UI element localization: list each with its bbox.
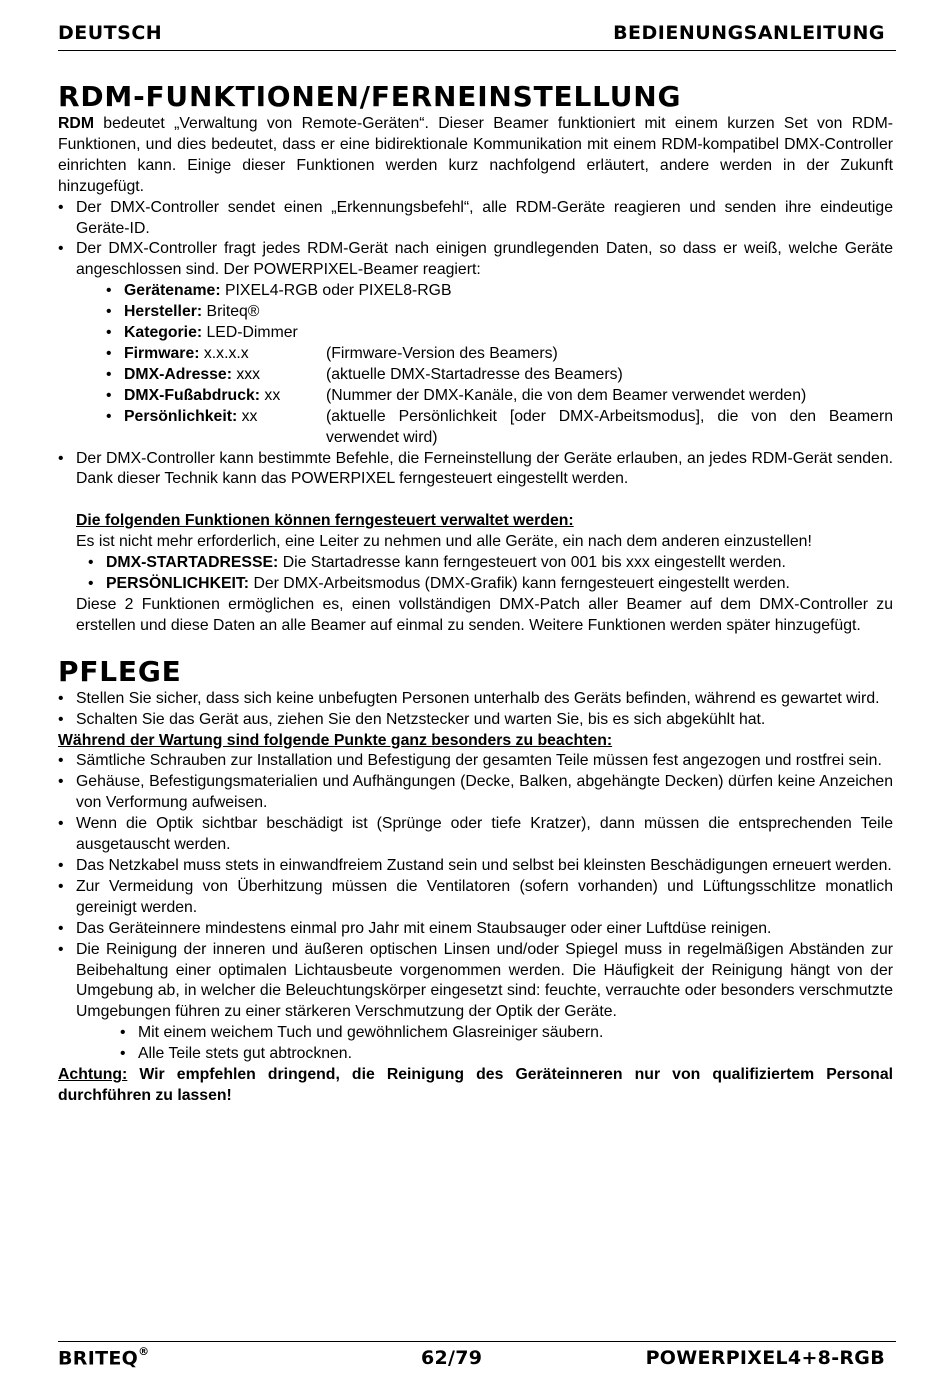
detail-label: Gerätename: [124,282,221,300]
spacer [58,637,893,655]
remote-function-label: DMX-STARTADRESSE: [106,554,279,572]
page-header [58,22,885,44]
maintenance-item: • Das Netzkabel muss stets in einwandfreiem Zustand sein und selbst bei kleinsten Beschädigungen erneuert werden. [58,856,893,877]
cleaning-list [120,1023,893,1065]
remote-functions-outro: Diese 2 Funktionen ermöglichen es, einen vollständigen DMX-Patch aller Beamer auf dem DMX-Controller zu erstellen und diese Daten an alle Beamer auf einmal zu senden. Weitere Funktionen werden später hinzugefügt. [76,595,893,634]
remote-function-item [88,574,893,595]
detail-value: xx [260,386,281,404]
remote-function-text: Der DMX-Arbeitsmodus (DMX-Grafik) kann ferngesteuert eingestellt werden. [249,575,790,593]
maintenance-list [58,751,893,1065]
cleaning-item: • Mit einem weichem Tuch und gewöhnlichem Glasreiniger säubern. [120,1023,893,1044]
detail-value: xx [237,407,258,425]
maintenance-item: • Das Geräteinnere mindestens einmal pro Jahr mit einem Staubsauger oder einer Luftdüse reinigen. [58,919,893,940]
rdm-section-title: RDM-FUNKTIONEN/FERNEINSTELLUNG [58,80,682,113]
spacer [58,490,893,511]
header-divider [58,50,896,51]
header-doc-type: BEDIENUNGSANLEITUNG [613,22,885,44]
maintenance-item: • Sämtliche Schrauben zur Installation und Befestigung der gesamten Teile müssen fest angezogen und rostfrei sein. [58,751,893,772]
rdm-detail-item [106,281,893,302]
remote-function-label: PERSÖNLICHKEIT: [106,575,250,593]
detail-label: DMX-Fußabdruck: [124,386,261,404]
care-bullet: • Schalten Sie das Gerät aus, ziehen Sie den Netzstecker und warten Sie, bis es sich abgekühlt hat. [58,710,893,731]
detail-label: Hersteller: [124,303,203,321]
maintenance-item: • Wenn die Optik sichtbar beschädigt ist (Sprünge oder tiefe Kratzer), dann müssen die entsprechenden Teile ausgetauscht werden. [58,814,893,856]
detail-note: (aktuelle DMX-Startadresse des Beamers) [326,365,623,383]
rdm-bullet-discovery: • Der DMX-Controller sendet einen „Erkennungsbefehl“, alle RDM-Geräte reagieren und senden ihre eindeutige Geräte-ID. [58,198,893,240]
rdm-detail-item [106,323,893,344]
maintenance-item: • Gehäuse, Befestigungsmaterialien und Aufhängungen (Decke, Balken, abgehängte Decken) dürfen keine Anzeichen von Verformung aufweisen. [58,772,893,814]
detail-label: DMX-Adresse: [124,365,232,383]
rdm-detail-item [106,302,893,323]
brand-name: BRITEQ [58,1347,139,1370]
care-bullet: • Stellen Sie sicher, dass sich keine unbefugten Personen unterhalb des Geräts befinden, während es gewartet wird. [58,689,893,710]
page-content [58,80,893,1107]
footer-brand [58,1347,149,1369]
remote-functions-intro: Es ist nicht mehr erforderlich, eine Leiter zu nehmen und alle Geräte, ein nach dem anderen einzustellen! [76,533,812,551]
detail-note: (aktuelle Persönlichkeit [oder DMX-Arbeitsmodus], die von den Beamern verwendet wird) [326,407,893,446]
maintenance-item-text: Die Reinigung der inneren und äußeren optischen Linsen und/oder Spiegel muss in regelmäßigen Abständen zur Beibehaltung einer optimalen Lichtausbeute vorgenommen werden. Die Häufigkeit der Reinigung hängt von der Umgebung ab, in welcher die Beleuchtungskörper eingesetzt sind: feuchte, verrauchte oder besonders verschmutzte Umgebungen führen zu einer stärkeren Verschmutzung der Optik der Geräte. [76,940,893,1021]
rdm-bullet-remote: • Der DMX-Controller kann bestimmte Befehle, die Ferneinstellung der Geräte erlauben, an jedes RDM-Gerät senden. Dank dieser Technik kann das POWERPIXEL ferngesteuert eingestellt werden. [58,449,893,491]
warning-note [58,1065,893,1107]
rdm-detail-item [106,344,893,365]
warning-label: Achtung: [58,1066,128,1084]
rdm-intro [58,114,893,198]
detail-value: LED-Dimmer [202,324,298,342]
detail-note: (Firmware-Version des Beamers) [326,344,558,362]
remote-functions-block [58,511,893,636]
registered-mark: ® [138,1345,150,1358]
detail-label: Persönlichkeit: [124,407,238,425]
maintenance-item [58,940,893,1065]
rdm-detail-item [106,386,893,407]
rdm-detail-item [106,365,893,386]
remote-function-item [88,553,893,574]
rdm-detail-list [106,281,893,448]
remote-function-text: Die Startadresse kann ferngesteuert von 001 bis xxx eingestellt werden. [278,554,786,572]
remote-functions-list [88,553,893,595]
rdm-intro-text: bedeutet „Verwaltung von Remote-Geräten“. Dieser Beamer funktioniert mit einem kurzen Set von RDM-Funktionen, und dies bedeutet, dass er eine bidirektionale Kommunikation mit einem RDM-kompatibel DMX-Controller einrichten kann. Einige dieser Funktionen werden kurz nachfolgend erläutert, andere werden in der Zukunft hinzugefügt. [58,115,893,195]
detail-label: Kategorie: [124,324,203,342]
detail-value: PIXEL4-RGB oder PIXEL8-RGB [220,282,452,300]
detail-value: xxx [231,365,261,383]
rdm-bullet-query-text: Der DMX-Controller fragt jedes RDM-Gerät nach einigen grundlegenden Daten, so dass er weiß, welche Geräte angeschlossen sind. Der POWERPIXEL-Beamer reagiert: [76,240,893,279]
remote-functions-heading: Die folgenden Funktionen können ferngesteuert verwaltet werden: [76,512,574,530]
page-number: 62/79 [421,1347,483,1369]
detail-label: Firmware: [124,344,200,362]
footer-divider [58,1341,896,1342]
rdm-bullet-list [58,198,893,491]
rdm-intro-term: RDM [58,115,94,132]
rdm-bullet-query [58,239,893,448]
detail-note: (Nummer der DMX-Kanäle, die von dem Beamer verwendet werden) [326,386,807,404]
rdm-detail-item [106,407,893,449]
detail-value: x.x.x.x [199,344,249,362]
care-bullet-list [58,689,893,731]
header-language: DEUTSCH [58,22,163,44]
footer-model: POWERPIXEL4+8-RGB [645,1347,885,1369]
care-section-title: PFLEGE [58,654,182,688]
warning-text: Wir empfehlen dringend, die Reinigung des Geräteinneren nur von qualifiziertem Personal durchführen zu lassen! [58,1066,893,1104]
detail-value: Briteq® [202,303,260,321]
maintenance-heading: Während der Wartung sind folgende Punkte ganz besonders zu beachten: [58,731,613,749]
cleaning-item: • Alle Teile stets gut abtrocknen. [120,1044,893,1065]
maintenance-item: • Zur Vermeidung von Überhitzung müssen die Ventilatoren (sofern vorhanden) und Lüftungsschlitze monatlich gereinigt werden. [58,877,893,919]
